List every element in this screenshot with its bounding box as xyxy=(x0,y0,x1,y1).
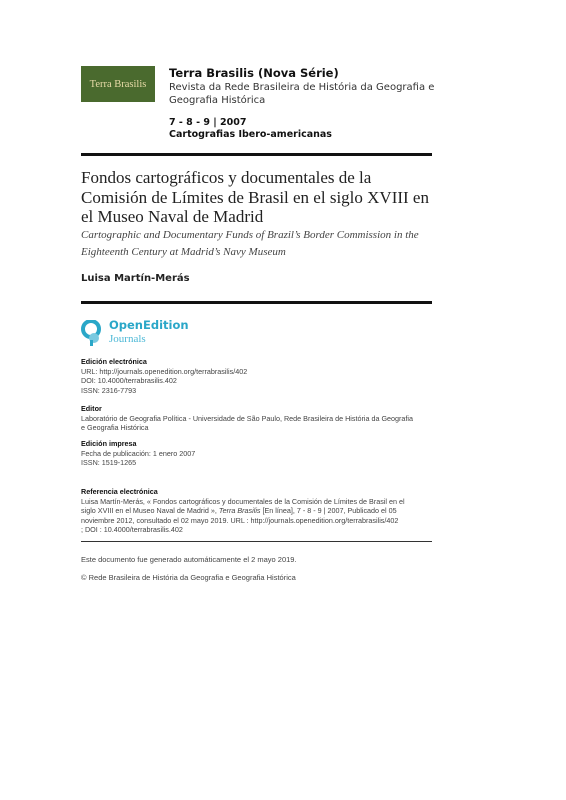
editor-line-1: Laboratório de Geografia Política - Universidade de São Paulo, Rede Brasileira de História da Geografia xyxy=(81,413,414,423)
issue-number: 7 - 8 - 9 | 2007 xyxy=(169,117,247,128)
article-subtitle-line-2: Eighteenth Century at Madrid’s Navy Museum xyxy=(81,246,286,258)
article-title xyxy=(81,168,432,227)
print-issn: ISSN: 1519-1265 xyxy=(81,458,137,467)
copyright-note: © Rede Brasileira de História da Geografia e Geografia Histórica xyxy=(81,573,296,582)
article-title-line-2: Comisión de Límites de Brasil en el siglo XVIII en xyxy=(81,187,429,207)
reference-block xyxy=(81,487,441,535)
editor-block xyxy=(81,404,441,433)
reference-line-2-end: [En línea], 7 - 8 - 9 | 2007, Publicado el 05 xyxy=(260,506,397,515)
electronic-doi: DOI: 10.4000/terrabrasilis.402 xyxy=(81,376,177,385)
article-subtitle xyxy=(81,227,432,261)
article-title-line-3: el Museo Naval de Madrid xyxy=(81,207,264,226)
article-title-line-1: Fondos cartográficos y documentales de la xyxy=(81,168,372,187)
issue-info xyxy=(169,117,429,140)
print-date: Fecha de publicación: 1 enero 2007 xyxy=(81,448,196,458)
reference-line-3[interactable]: noviembre 2012, consultado el 02 mayo 2019. URL : http://journals.openedition.org/terrabrasilis/402 xyxy=(81,515,399,525)
reference-line-2-start: siglo XVIII en el Museo Naval de Madrid », xyxy=(81,506,219,515)
openedition-name: OpenEdition xyxy=(109,318,189,332)
top-rule xyxy=(81,153,432,156)
print-edition-label: Edición impresa xyxy=(81,439,137,448)
article-subtitle-line-1: Cartographic and Documentary Funds of Brazil’s Border Commission in the xyxy=(81,229,419,241)
electronic-edition-label: Edición electrónica xyxy=(81,357,147,366)
editor-line-2: e Geografia Histórica xyxy=(81,423,149,432)
openedition-journals: Journals xyxy=(109,333,146,345)
journal-logo xyxy=(81,66,155,102)
editor-label: Editor xyxy=(81,404,102,413)
electronic-issn: ISSN: 2316-7793 xyxy=(81,385,137,395)
issue-theme: Cartografias Ibero-americanas xyxy=(169,128,332,140)
openedition-icon xyxy=(81,320,105,346)
reference-line-4: ; DOI : 10.4000/terrabrasilis.402 xyxy=(81,525,183,534)
journal-subtitle-line-2: Geografia Histórica xyxy=(169,95,266,106)
reference-label: Referencia electrónica xyxy=(81,487,158,496)
print-edition-block xyxy=(81,439,441,468)
reference-journal-italic: Terra Brasilis xyxy=(218,506,261,515)
generated-note: Este documento fue generado automáticamente el 2 mayo 2019. xyxy=(81,555,297,564)
article-author: Luisa Martín-Merás xyxy=(81,273,190,284)
bottom-rule xyxy=(81,541,432,542)
reference-line-2 xyxy=(81,506,441,516)
openedition-logo[interactable] xyxy=(81,318,211,350)
journal-header xyxy=(169,66,439,107)
reference-line-1: Luisa Martín-Merás, « Fondos cartográficos y documentales de la Comisión de Límites de Brasil en el xyxy=(81,496,405,506)
electronic-url[interactable]: URL: http://journals.openedition.org/terrabrasilis/402 xyxy=(81,366,248,376)
electronic-edition-block xyxy=(81,357,441,395)
journal-title: Terra Brasilis (Nova Série) xyxy=(169,66,339,80)
author-rule xyxy=(81,301,432,304)
journal-subtitle-line-1: Revista da Rede Brasileira de História da Geografia e xyxy=(169,82,435,93)
journal-logo-text: Terra Brasilis xyxy=(89,78,147,90)
